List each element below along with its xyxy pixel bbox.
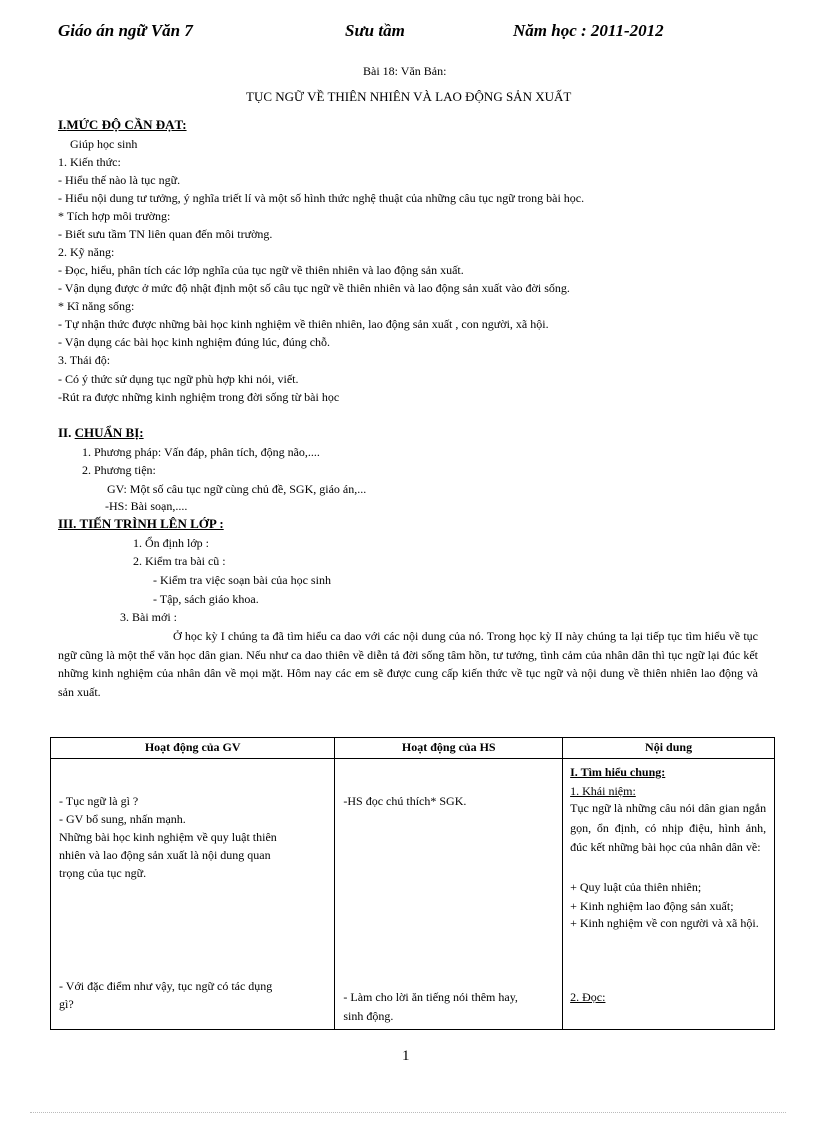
hs-cell [335, 759, 563, 1030]
content-item-0: + Quy luật của thiên nhiên; [570, 880, 702, 894]
s1-line-9: * Kĩ năng sống: [58, 299, 135, 313]
hs-line-2: sinh động. [343, 1009, 394, 1023]
section-1-num: I. [58, 117, 67, 132]
s3-line-4: 3. Bài mới : [120, 610, 178, 624]
s1-line-2: - Hiểu thế nào là tục ngữ. [58, 173, 181, 187]
gv-line-4: trọng của tục ngữ. [59, 866, 147, 880]
footer-divider [30, 1112, 786, 1113]
section-1-title: MỨC ĐỘ CẦN ĐẠT: [66, 117, 187, 132]
s3-line-2: - Kiểm tra việc soạn bài của học sinh [153, 573, 331, 587]
col-header-content: Nội dung [563, 738, 775, 759]
s1-line-11: - Vận dụng các bài học kinh nghiệm đúng lúc, đúng chỗ. [58, 335, 331, 349]
gv-line-1: - GV bổ sung, nhấn mạnh. [59, 812, 186, 826]
section-3-title: III. TIẾN TRÌNH LÊN LỚP : [58, 516, 224, 531]
section-2-heading [58, 425, 144, 441]
header-course: Giáo án ngữ Văn 7 [58, 21, 193, 40]
gv-cell [51, 759, 335, 1030]
content-item-1: + Kinh nghiệm lao động sản xuất; [570, 899, 734, 913]
col-header-gv: Hoạt động của GV [51, 738, 335, 759]
s2-line-1: 2. Phương tiện: [82, 463, 156, 477]
s1-line-14: -Rút ra được những kinh nghiệm trong đời sống từ bài học [58, 390, 340, 404]
section-3-heading [58, 516, 224, 532]
lesson-title: TỤC NGỮ VỀ THIÊN NHIÊN VÀ LAO ĐỘNG SẢN XUẤT [246, 89, 572, 104]
header-school-year: Năm học : 2011-2012 [513, 21, 664, 40]
hs-line-0: -HS đọc chú thích* SGK. [343, 794, 467, 808]
lesson-label: Bài 18: Văn Bản: [363, 64, 447, 78]
content-heading: I. Tìm hiểu chung: [570, 765, 666, 779]
gv-line-0: - Tục ngữ là gì ? [59, 794, 139, 808]
gv-line-2: Những bài học kinh nghiệm về quy luật thiên [59, 830, 277, 844]
s1-line-8: - Vận dụng được ở mức độ nhật định một số câu tục ngữ về thiên nhiên và lao động sản xuất vào đời sống. [58, 281, 570, 295]
s1-line-0: Giúp học sinh [70, 137, 138, 151]
s2-line-0: 1. Phương pháp: Vấn đáp, phân tích, động não,.... [82, 445, 320, 459]
table-header-row [51, 738, 775, 759]
content-cell [563, 759, 775, 1030]
s1-line-13: - Có ý thức sử dụng tục ngữ phù hợp khi nói, viết. [58, 372, 299, 386]
s1-line-10: - Tự nhận thức được những bài học kinh nghiệm về thiên nhiên, lao động sản xuất , con người, xã hội. [58, 317, 549, 331]
s1-line-7: - Đọc, hiểu, phân tích các lớp nghĩa của tục ngữ về thiên nhiên và lao động sản xuất. [58, 263, 464, 277]
activity-table [50, 737, 775, 1030]
intro-paragraph [58, 627, 758, 701]
gv-line-6: gì? [59, 997, 74, 1011]
gv-line-3: nhiên và lao động sản xuất là nội dung quan [59, 848, 271, 862]
s3-line-1: 2. Kiểm tra bài cũ : [133, 554, 226, 568]
s3-line-0: 1. Ổn định lớp : [133, 536, 210, 550]
section-1-heading [58, 117, 187, 133]
s2-line-2: GV: Một số câu tục ngữ cùng chủ đề, SGK, giáo án,... [107, 482, 367, 496]
section-2-num: II. [58, 425, 72, 440]
content-sub-1: 1. Khái niệm: [570, 784, 636, 798]
intro-paragraph-text: Ở học kỳ I chúng ta đã tìm hiểu ca dao với các nội dung của nó. Trong học kỳ II này chúng ta lại tiếp tục tìm hiểu về tục ngữ cũng là một thể văn học dân gian. Nếu như ca dao thiên về diễn tả đời sống tâm hồn, tư tưởng, tình cảm của nhân dân thì tục ngữ lại đúc kết những kinh nghiệm của nhân dân về mọi mặt. Hôm nay các em sẽ được cung cấp kiến thức về tục ngữ và nội dung về thiên nhiên lao động và sản xuất. [58, 629, 758, 699]
col-header-hs: Hoạt động của HS [335, 738, 563, 759]
page-number: 1 [402, 1048, 410, 1064]
s1-line-5: - Biết sưu tầm TN liên quan đến môi trường. [58, 227, 273, 241]
s1-line-1: 1. Kiến thức: [58, 155, 121, 169]
content-definition: Tục ngữ là những câu nói dân gian ngắn gọn, ổn định, có nhịp điệu, hình ảnh, đúc kết những bài học của nhân dân về: [570, 801, 767, 854]
table-row [51, 759, 775, 1030]
s2-line-3: -HS: Bài soạn,.... [105, 499, 188, 513]
s3-line-3: - Tập, sách giáo khoa. [153, 592, 259, 606]
content-sub-2: 2. Đọc: [570, 990, 606, 1004]
header-source: Sưu tầm [345, 21, 405, 40]
section-2-title: CHUẨN BỊ: [74, 425, 144, 440]
content-item-2: + Kinh nghiệm về con người và xã hội. [570, 916, 759, 930]
hs-line-1: - Làm cho lời ăn tiếng nói thêm hay, [343, 990, 518, 1004]
s1-line-4: * Tích hợp môi trường: [58, 209, 171, 223]
s1-line-3: - Hiểu nội dung tư tưởng, ý nghĩa triết lí và một số hình thức nghệ thuật của những câu tục ngữ trong bài học. [58, 191, 585, 205]
gv-line-5: - Với đặc điểm như vậy, tục ngữ có tác dụng [59, 979, 273, 993]
s1-line-12: 3. Thái độ: [58, 353, 111, 367]
s1-line-6: 2. Kỹ năng: [58, 245, 115, 259]
